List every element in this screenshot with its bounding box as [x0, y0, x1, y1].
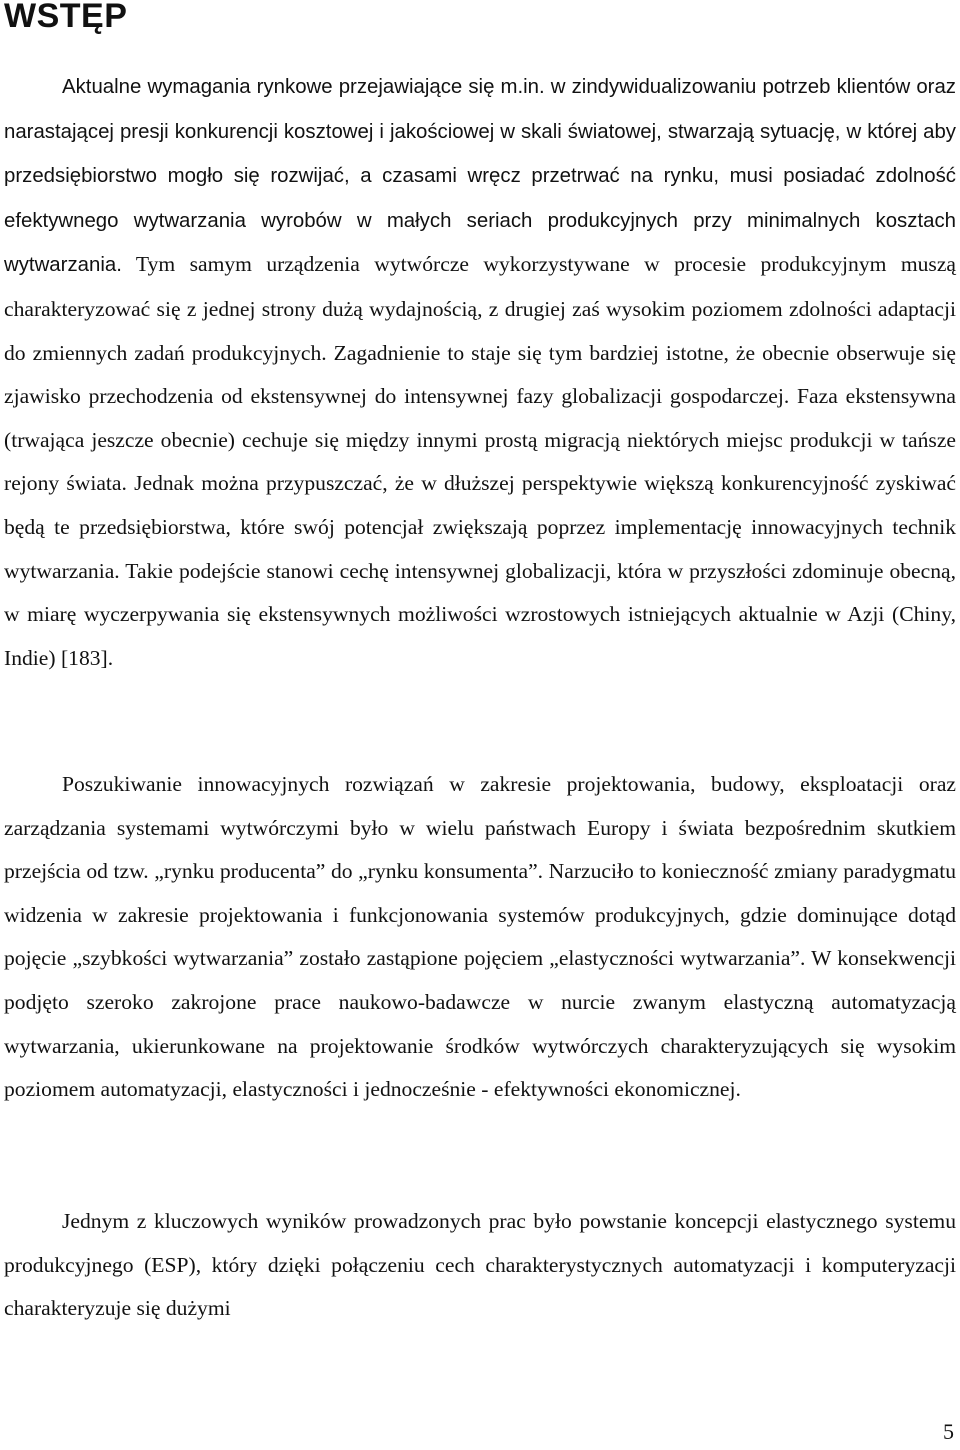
- section-heading: WSTĘP: [4, 0, 128, 35]
- paragraph-1-sans-run: Aktualne wymagania rynkowe przejawiające się m.in. w zindywidualizowaniu potrzeb klientów oraz narastającej presji konkurencji kosztowej i jakościowej w skali światowej, stwarzają sytuację, w której aby przedsiębiorstwo mogło się rozwijać, a czasami wręcz przetrwać na rynku, musi posiadać zdolność efektywnego wytwarzania wyrobów w małych seriach produkcyjnych przy minimalnych kosztach wytwarzania.: [4, 76, 956, 277]
- paragraph-1: [4, 65, 956, 680]
- paragraph-1-serif-run: Tym samym urządzenia wytwórcze wykorzystywane w procesie produkcyjnym muszą charakteryzować się z jednej strony dużą wydajnością, z drugiej zaś wysokim poziomem zdolności adaptacji do zmiennych zadań produkcyjnych. Zagadnienie to staje się tym bardziej istotne, że obecnie obserwuje się zjawisko przechodzenia od ekstensywnej do intensywnej fazy globalizacji gospodarczej. Faza ekstensywna (trwająca jeszcze obecnie) cechuje się między innymi prostą migracją niektórych miejsc produkcji w tańsze rejony świata. Jednak można przypuszczać, że w dłuższej perspektywie większą konkurencyjność zyskiwać będą te przedsiębiorstwa, które swój potencjał zwiększają poprzez implementację innowacyjnych technik wytwarzania. Takie podejście stanowi cechę intensywnej globalizacji, która w przyszłości zdominuje obecną, w miarę wyczerpywania się ekstensywnych możliwości wzrostowych istniejących aktualnie w Azji (Chiny, Indie) [183].: [4, 252, 957, 670]
- paragraph-3: Jednym z kluczowych wyników prowadzonych prac było powstanie koncepcji elastycznego systemu produkcyjnego (ESP), który dzięki połączeniu cech charakterystycznych automatyzacji i komputeryzacji charakteryzuje się dużymi: [4, 1209, 956, 1321]
- page-number: 5: [943, 1419, 954, 1444]
- paragraph-2: Poszukiwanie innowacyjnych rozwiązań w zakresie projektowania, budowy, eksploatacji oraz zarządzania systemami wytwórczymi było w wielu państwach Europy i świata bezpośrednim skutkiem przejścia od tzw. „rynku producenta” do „rynku konsumenta”. Narzuciło to konieczność zmiany paradygmatu widzenia w zakresie projektowania i funkcjonowania systemów produkcyjnych, gdzie dominujące dotąd pojęcie „szybkości wytwarzania” zostało zastąpione pojęciem „elastyczności wytwarzania”. W konsekwencji podjęto szeroko zakrojone prace naukowo-badawcze w nurcie zwanym elastyczną automatyzacją wytwarzania, ukierunkowane na projektowanie środków wytwórczych charakteryzujących się wysokim poziomem automatyzacji, elastyczności i jednocześnie - efektywności ekonomicznej.: [4, 772, 956, 1102]
